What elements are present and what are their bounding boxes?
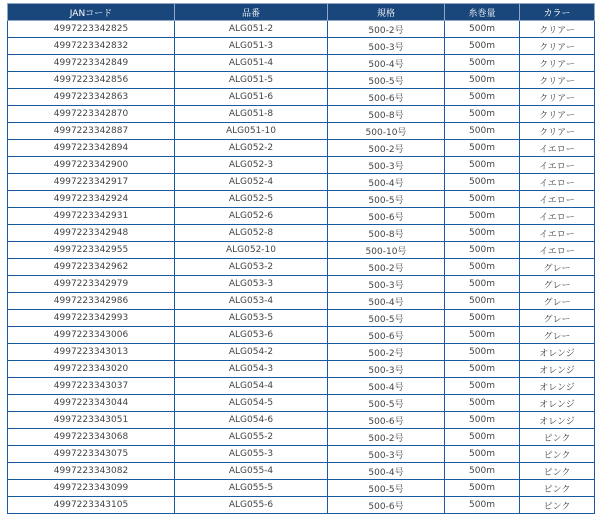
- product-number-cell: ALG053-3: [175, 276, 328, 293]
- spec-cell: 500-5号: [328, 395, 445, 412]
- spec-cell: 500-10号: [328, 123, 445, 140]
- header-product-number: 品番: [175, 4, 328, 21]
- product-number-cell: ALG052-3: [175, 157, 328, 174]
- product-number-cell: ALG053-5: [175, 310, 328, 327]
- jan-code-cell: 4997223343044: [8, 395, 175, 412]
- spec-cell: 500-2号: [328, 429, 445, 446]
- color-cell: クリアー: [520, 72, 595, 89]
- spool-length-cell: 500m: [445, 378, 520, 395]
- product-number-cell: ALG055-2: [175, 429, 328, 446]
- color-cell: イエロー: [520, 208, 595, 225]
- spool-length-cell: 500m: [445, 225, 520, 242]
- spec-cell: 500-3号: [328, 276, 445, 293]
- spool-length-cell: 500m: [445, 497, 520, 514]
- product-number-cell: ALG053-4: [175, 293, 328, 310]
- spool-length-cell: 500m: [445, 361, 520, 378]
- color-cell: グレー: [520, 327, 595, 344]
- product-number-cell: ALG054-2: [175, 344, 328, 361]
- spec-cell: 500-6号: [328, 327, 445, 344]
- product-number-cell: ALG053-6: [175, 327, 328, 344]
- spec-cell: 500-6号: [328, 89, 445, 106]
- table-row: [8, 327, 595, 344]
- product-number-cell: ALG051-2: [175, 21, 328, 38]
- table-row: [8, 344, 595, 361]
- table-row: [8, 225, 595, 242]
- table-row: [8, 446, 595, 463]
- product-number-cell: ALG052-4: [175, 174, 328, 191]
- table-row: [8, 378, 595, 395]
- spool-length-cell: 500m: [445, 429, 520, 446]
- spool-length-cell: 500m: [445, 446, 520, 463]
- spec-cell: 500-2号: [328, 21, 445, 38]
- table-row: [8, 123, 595, 140]
- color-cell: ピンク: [520, 463, 595, 480]
- spool-length-cell: 500m: [445, 21, 520, 38]
- table-row: [8, 140, 595, 157]
- table-row: [8, 157, 595, 174]
- spec-cell: 500-4号: [328, 55, 445, 72]
- color-cell: クリアー: [520, 89, 595, 106]
- jan-code-cell: 4997223342900: [8, 157, 175, 174]
- spool-length-cell: 500m: [445, 38, 520, 55]
- product-number-cell: ALG051-8: [175, 106, 328, 123]
- spool-length-cell: 500m: [445, 395, 520, 412]
- product-number-cell: ALG051-5: [175, 72, 328, 89]
- spool-length-cell: 500m: [445, 140, 520, 157]
- spec-cell: 500-8号: [328, 106, 445, 123]
- jan-code-cell: 4997223343105: [8, 497, 175, 514]
- spool-length-cell: 500m: [445, 55, 520, 72]
- table-row: [8, 72, 595, 89]
- color-cell: グレー: [520, 259, 595, 276]
- spec-cell: 500-4号: [328, 378, 445, 395]
- product-number-cell: ALG054-6: [175, 412, 328, 429]
- header-spool-length: 糸巻量: [445, 4, 520, 21]
- table-row: [8, 463, 595, 480]
- jan-code-cell: 4997223342825: [8, 21, 175, 38]
- product-number-cell: ALG055-5: [175, 480, 328, 497]
- color-cell: オレンジ: [520, 395, 595, 412]
- table-row: [8, 106, 595, 123]
- jan-code-cell: 4997223343082: [8, 463, 175, 480]
- table-row: [8, 276, 595, 293]
- color-cell: クリアー: [520, 21, 595, 38]
- product-number-cell: ALG052-6: [175, 208, 328, 225]
- color-cell: オレンジ: [520, 361, 595, 378]
- color-cell: クリアー: [520, 123, 595, 140]
- color-cell: グレー: [520, 293, 595, 310]
- color-cell: イエロー: [520, 174, 595, 191]
- color-cell: イエロー: [520, 157, 595, 174]
- spec-cell: 500-2号: [328, 140, 445, 157]
- product-number-cell: ALG055-4: [175, 463, 328, 480]
- jan-code-cell: 4997223343051: [8, 412, 175, 429]
- table-row: [8, 429, 595, 446]
- spool-length-cell: 500m: [445, 191, 520, 208]
- color-cell: ピンク: [520, 429, 595, 446]
- product-number-cell: ALG052-10: [175, 242, 328, 259]
- product-number-cell: ALG054-3: [175, 361, 328, 378]
- jan-code-cell: 4997223342993: [8, 310, 175, 327]
- table-row: [8, 310, 595, 327]
- jan-code-cell: 4997223343099: [8, 480, 175, 497]
- spec-cell: 500-2号: [328, 344, 445, 361]
- color-cell: ピンク: [520, 480, 595, 497]
- color-cell: オレンジ: [520, 412, 595, 429]
- spool-length-cell: 500m: [445, 242, 520, 259]
- jan-code-cell: 4997223343013: [8, 344, 175, 361]
- color-cell: グレー: [520, 310, 595, 327]
- product-number-cell: ALG055-6: [175, 497, 328, 514]
- spool-length-cell: 500m: [445, 310, 520, 327]
- spool-length-cell: 500m: [445, 412, 520, 429]
- spec-cell: 500-6号: [328, 208, 445, 225]
- spec-cell: 500-5号: [328, 480, 445, 497]
- table-row: [8, 55, 595, 72]
- table-row: [8, 242, 595, 259]
- product-number-cell: ALG055-3: [175, 446, 328, 463]
- spool-length-cell: 500m: [445, 327, 520, 344]
- color-cell: クリアー: [520, 106, 595, 123]
- jan-code-cell: 4997223342986: [8, 293, 175, 310]
- product-number-cell: ALG052-2: [175, 140, 328, 157]
- jan-code-cell: 4997223342832: [8, 38, 175, 55]
- spec-cell: 500-5号: [328, 72, 445, 89]
- jan-code-cell: 4997223343075: [8, 446, 175, 463]
- jan-code-cell: 4997223343020: [8, 361, 175, 378]
- color-cell: オレンジ: [520, 378, 595, 395]
- header-color: カラー: [520, 4, 595, 21]
- product-number-cell: ALG051-3: [175, 38, 328, 55]
- spool-length-cell: 500m: [445, 276, 520, 293]
- color-cell: イエロー: [520, 242, 595, 259]
- spool-length-cell: 500m: [445, 259, 520, 276]
- jan-code-cell: 4997223342931: [8, 208, 175, 225]
- color-cell: グレー: [520, 276, 595, 293]
- table-row: [8, 21, 595, 38]
- spool-length-cell: 500m: [445, 123, 520, 140]
- jan-code-cell: 4997223342863: [8, 89, 175, 106]
- spec-cell: 500-6号: [328, 412, 445, 429]
- spec-cell: 500-5号: [328, 191, 445, 208]
- color-cell: イエロー: [520, 225, 595, 242]
- spec-cell: 500-3号: [328, 361, 445, 378]
- product-number-cell: ALG054-5: [175, 395, 328, 412]
- spec-cell: 500-3号: [328, 157, 445, 174]
- spec-cell: 500-3号: [328, 446, 445, 463]
- product-number-cell: ALG052-8: [175, 225, 328, 242]
- spool-length-cell: 500m: [445, 208, 520, 225]
- spec-cell: 500-4号: [328, 463, 445, 480]
- jan-code-cell: 4997223342849: [8, 55, 175, 72]
- table-row: [8, 497, 595, 514]
- jan-code-cell: 4997223342962: [8, 259, 175, 276]
- product-number-cell: ALG054-4: [175, 378, 328, 395]
- jan-code-cell: 4997223342856: [8, 72, 175, 89]
- table-row: [8, 412, 595, 429]
- color-cell: イエロー: [520, 191, 595, 208]
- table-row: [8, 293, 595, 310]
- table-row: [8, 208, 595, 225]
- jan-code-cell: 4997223342955: [8, 242, 175, 259]
- spool-length-cell: 500m: [445, 480, 520, 497]
- spec-cell: 500-2号: [328, 259, 445, 276]
- color-cell: オレンジ: [520, 344, 595, 361]
- table-row: [8, 361, 595, 378]
- jan-code-cell: 4997223342924: [8, 191, 175, 208]
- product-number-cell: ALG051-4: [175, 55, 328, 72]
- spec-cell: 500-10号: [328, 242, 445, 259]
- product-number-cell: ALG051-6: [175, 89, 328, 106]
- table-row: [8, 480, 595, 497]
- color-cell: クリアー: [520, 38, 595, 55]
- header-row: [8, 4, 595, 21]
- color-cell: クリアー: [520, 55, 595, 72]
- jan-code-cell: 4997223342917: [8, 174, 175, 191]
- spool-length-cell: 500m: [445, 157, 520, 174]
- spec-cell: 500-4号: [328, 174, 445, 191]
- spec-cell: 500-4号: [328, 293, 445, 310]
- color-cell: イエロー: [520, 140, 595, 157]
- table-row: [8, 38, 595, 55]
- spec-cell: 500-3号: [328, 38, 445, 55]
- jan-code-cell: 4997223342894: [8, 140, 175, 157]
- jan-code-cell: 4997223342948: [8, 225, 175, 242]
- spool-length-cell: 500m: [445, 89, 520, 106]
- spool-length-cell: 500m: [445, 174, 520, 191]
- product-number-cell: ALG052-5: [175, 191, 328, 208]
- jan-code-cell: 4997223342979: [8, 276, 175, 293]
- spool-length-cell: 500m: [445, 344, 520, 361]
- spec-cell: 500-5号: [328, 310, 445, 327]
- table-row: [8, 395, 595, 412]
- product-number-cell: ALG053-2: [175, 259, 328, 276]
- header-spec: 規格: [328, 4, 445, 21]
- spool-length-cell: 500m: [445, 463, 520, 480]
- spool-length-cell: 500m: [445, 106, 520, 123]
- table-row: [8, 174, 595, 191]
- spool-length-cell: 500m: [445, 72, 520, 89]
- table-row: [8, 259, 595, 276]
- color-cell: ピンク: [520, 497, 595, 514]
- jan-code-cell: 4997223343068: [8, 429, 175, 446]
- color-cell: ピンク: [520, 446, 595, 463]
- table-header: [8, 4, 595, 21]
- spec-cell: 500-8号: [328, 225, 445, 242]
- jan-code-cell: 4997223342870: [8, 106, 175, 123]
- table-row: [8, 191, 595, 208]
- header-jan-code: JANコード: [8, 4, 175, 21]
- spool-length-cell: 500m: [445, 293, 520, 310]
- product-number-cell: ALG051-10: [175, 123, 328, 140]
- product-spec-table: [7, 3, 595, 514]
- jan-code-cell: 4997223342887: [8, 123, 175, 140]
- spec-cell: 500-6号: [328, 497, 445, 514]
- table-row: [8, 89, 595, 106]
- table-body: [8, 21, 595, 514]
- jan-code-cell: 4997223343037: [8, 378, 175, 395]
- jan-code-cell: 4997223343006: [8, 327, 175, 344]
